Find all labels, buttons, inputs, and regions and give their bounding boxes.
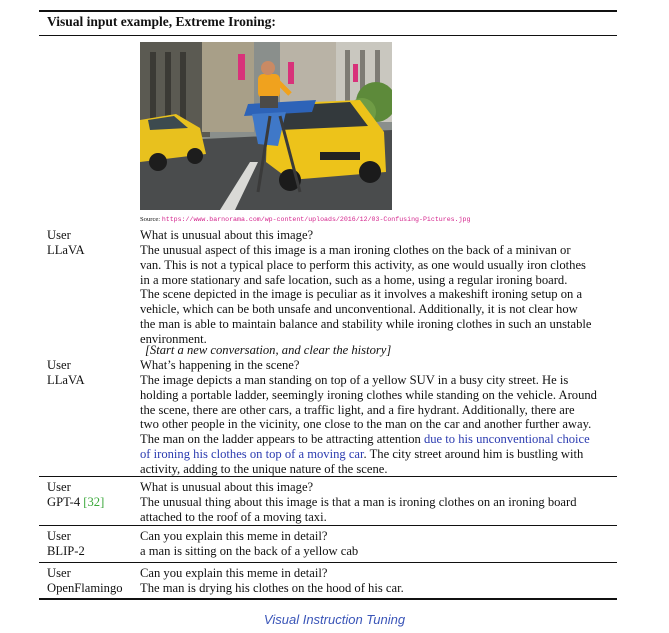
- gpt4-citation[interactable]: [32]: [83, 495, 105, 509]
- new-conversation-note: [Start a new conversation, and clear the history]: [145, 343, 392, 357]
- blip2-user-label: User: [47, 529, 71, 543]
- conv2-model-label: LLaVA: [47, 373, 85, 387]
- gpt4-model-label: [47, 495, 104, 510]
- answer-line: vehicle, which can be both unsafe and unconventional. Additionally, it is not clear how: [140, 302, 578, 317]
- source-url[interactable]: https://www.barnorama.com/wp-content/uploads/2016/12/03-Confusing-Pictures.jpg: [161, 216, 471, 223]
- answer-line: activity, adding to the unique nature of the scene.: [140, 461, 388, 476]
- answer-line: holding a portable ladder, seemingly ironing clothes while standing on the vehicle. Around: [140, 387, 597, 402]
- openflamingo-answer: The man is drying his clothes on the hood of his car.: [140, 581, 404, 595]
- blip2-answer: a man is sitting on the back of a yellow cab: [140, 544, 359, 558]
- answer-line: [140, 447, 616, 462]
- gpt4-user-label: User: [47, 480, 71, 494]
- blip2-model-label: BLIP-2: [47, 544, 85, 558]
- conv2-answer: [140, 373, 616, 477]
- extreme-ironing-photo: [140, 42, 392, 210]
- answer-line: The unusual aspect of this image is a man ironing clothes on the back of a minivan or: [140, 243, 571, 257]
- conv1-model-label: LLaVA: [47, 243, 85, 257]
- highlighted-text: due to his unconventional choice: [423, 432, 590, 447]
- figure-caption: Visual Instruction Tuning: [263, 612, 406, 627]
- answer-line: [140, 432, 616, 447]
- answer-line: The unusual thing about this image is that a man is ironing clothes on an ironing board: [140, 495, 577, 509]
- openflamingo-user-label: User: [47, 566, 71, 580]
- answer-text: . The city street around him is bustling with: [363, 446, 584, 461]
- openflamingo-question: Can you explain this meme in detail?: [140, 566, 328, 580]
- answer-line: in a more stationary and safe location, such as a home, using a regular ironing board.: [140, 272, 568, 287]
- answer-text: The man on the ladder appears to be attracting attention: [140, 432, 424, 447]
- answer-line: two other people in the vicinity, one close to the man on the car and another further away.: [140, 417, 592, 432]
- openflamingo-model-label: OpenFlamingo: [47, 581, 123, 595]
- section-rule-openflamingo: [39, 562, 617, 563]
- conv2-user-label: User: [47, 358, 71, 372]
- gpt4-answer: [140, 495, 616, 525]
- answer-line: the scene, there are other cars, a traffic light, and a fire hydrant. Additionally, there are: [140, 402, 575, 417]
- conv2-question: What’s happening in the scene?: [140, 358, 300, 372]
- answer-line: The image depicts a man standing on top of a yellow SUV in a busy city street. He is: [140, 373, 569, 387]
- highlighted-text: of ironing his clothes on top of a moving car: [140, 446, 364, 461]
- answer-line: environment.: [140, 331, 207, 346]
- section-rule-gpt4: [39, 476, 617, 477]
- gpt4-name: GPT-4: [47, 495, 81, 509]
- blip2-question: Can you explain this meme in detail?: [140, 529, 328, 543]
- top-rule: [39, 10, 617, 12]
- answer-line: van. This is not a typical place to perform this activity, as one would usually iron clothes: [140, 257, 586, 272]
- answer-line: attached to the roof of a moving taxi.: [140, 509, 327, 524]
- conv1-question: What is unusual about this image?: [140, 228, 314, 242]
- answer-line: The scene depicted in the image is peculiar as it involves a makeshift ironing setup on a: [140, 287, 583, 302]
- gpt4-question: What is unusual about this image?: [140, 480, 314, 494]
- bottom-rule: [39, 598, 617, 600]
- section-rule-blip2: [39, 525, 617, 526]
- image-source: [140, 216, 470, 223]
- table-title: Visual input example, Extreme Ironing:: [47, 14, 276, 29]
- title-rule: [39, 35, 617, 36]
- source-label: Source:: [140, 216, 161, 223]
- conv1-answer: [140, 243, 616, 347]
- conv1-user-label: User: [47, 228, 71, 242]
- answer-line: the man is able to maintain balance and stability while ironing clothes in such an unstable: [140, 316, 592, 331]
